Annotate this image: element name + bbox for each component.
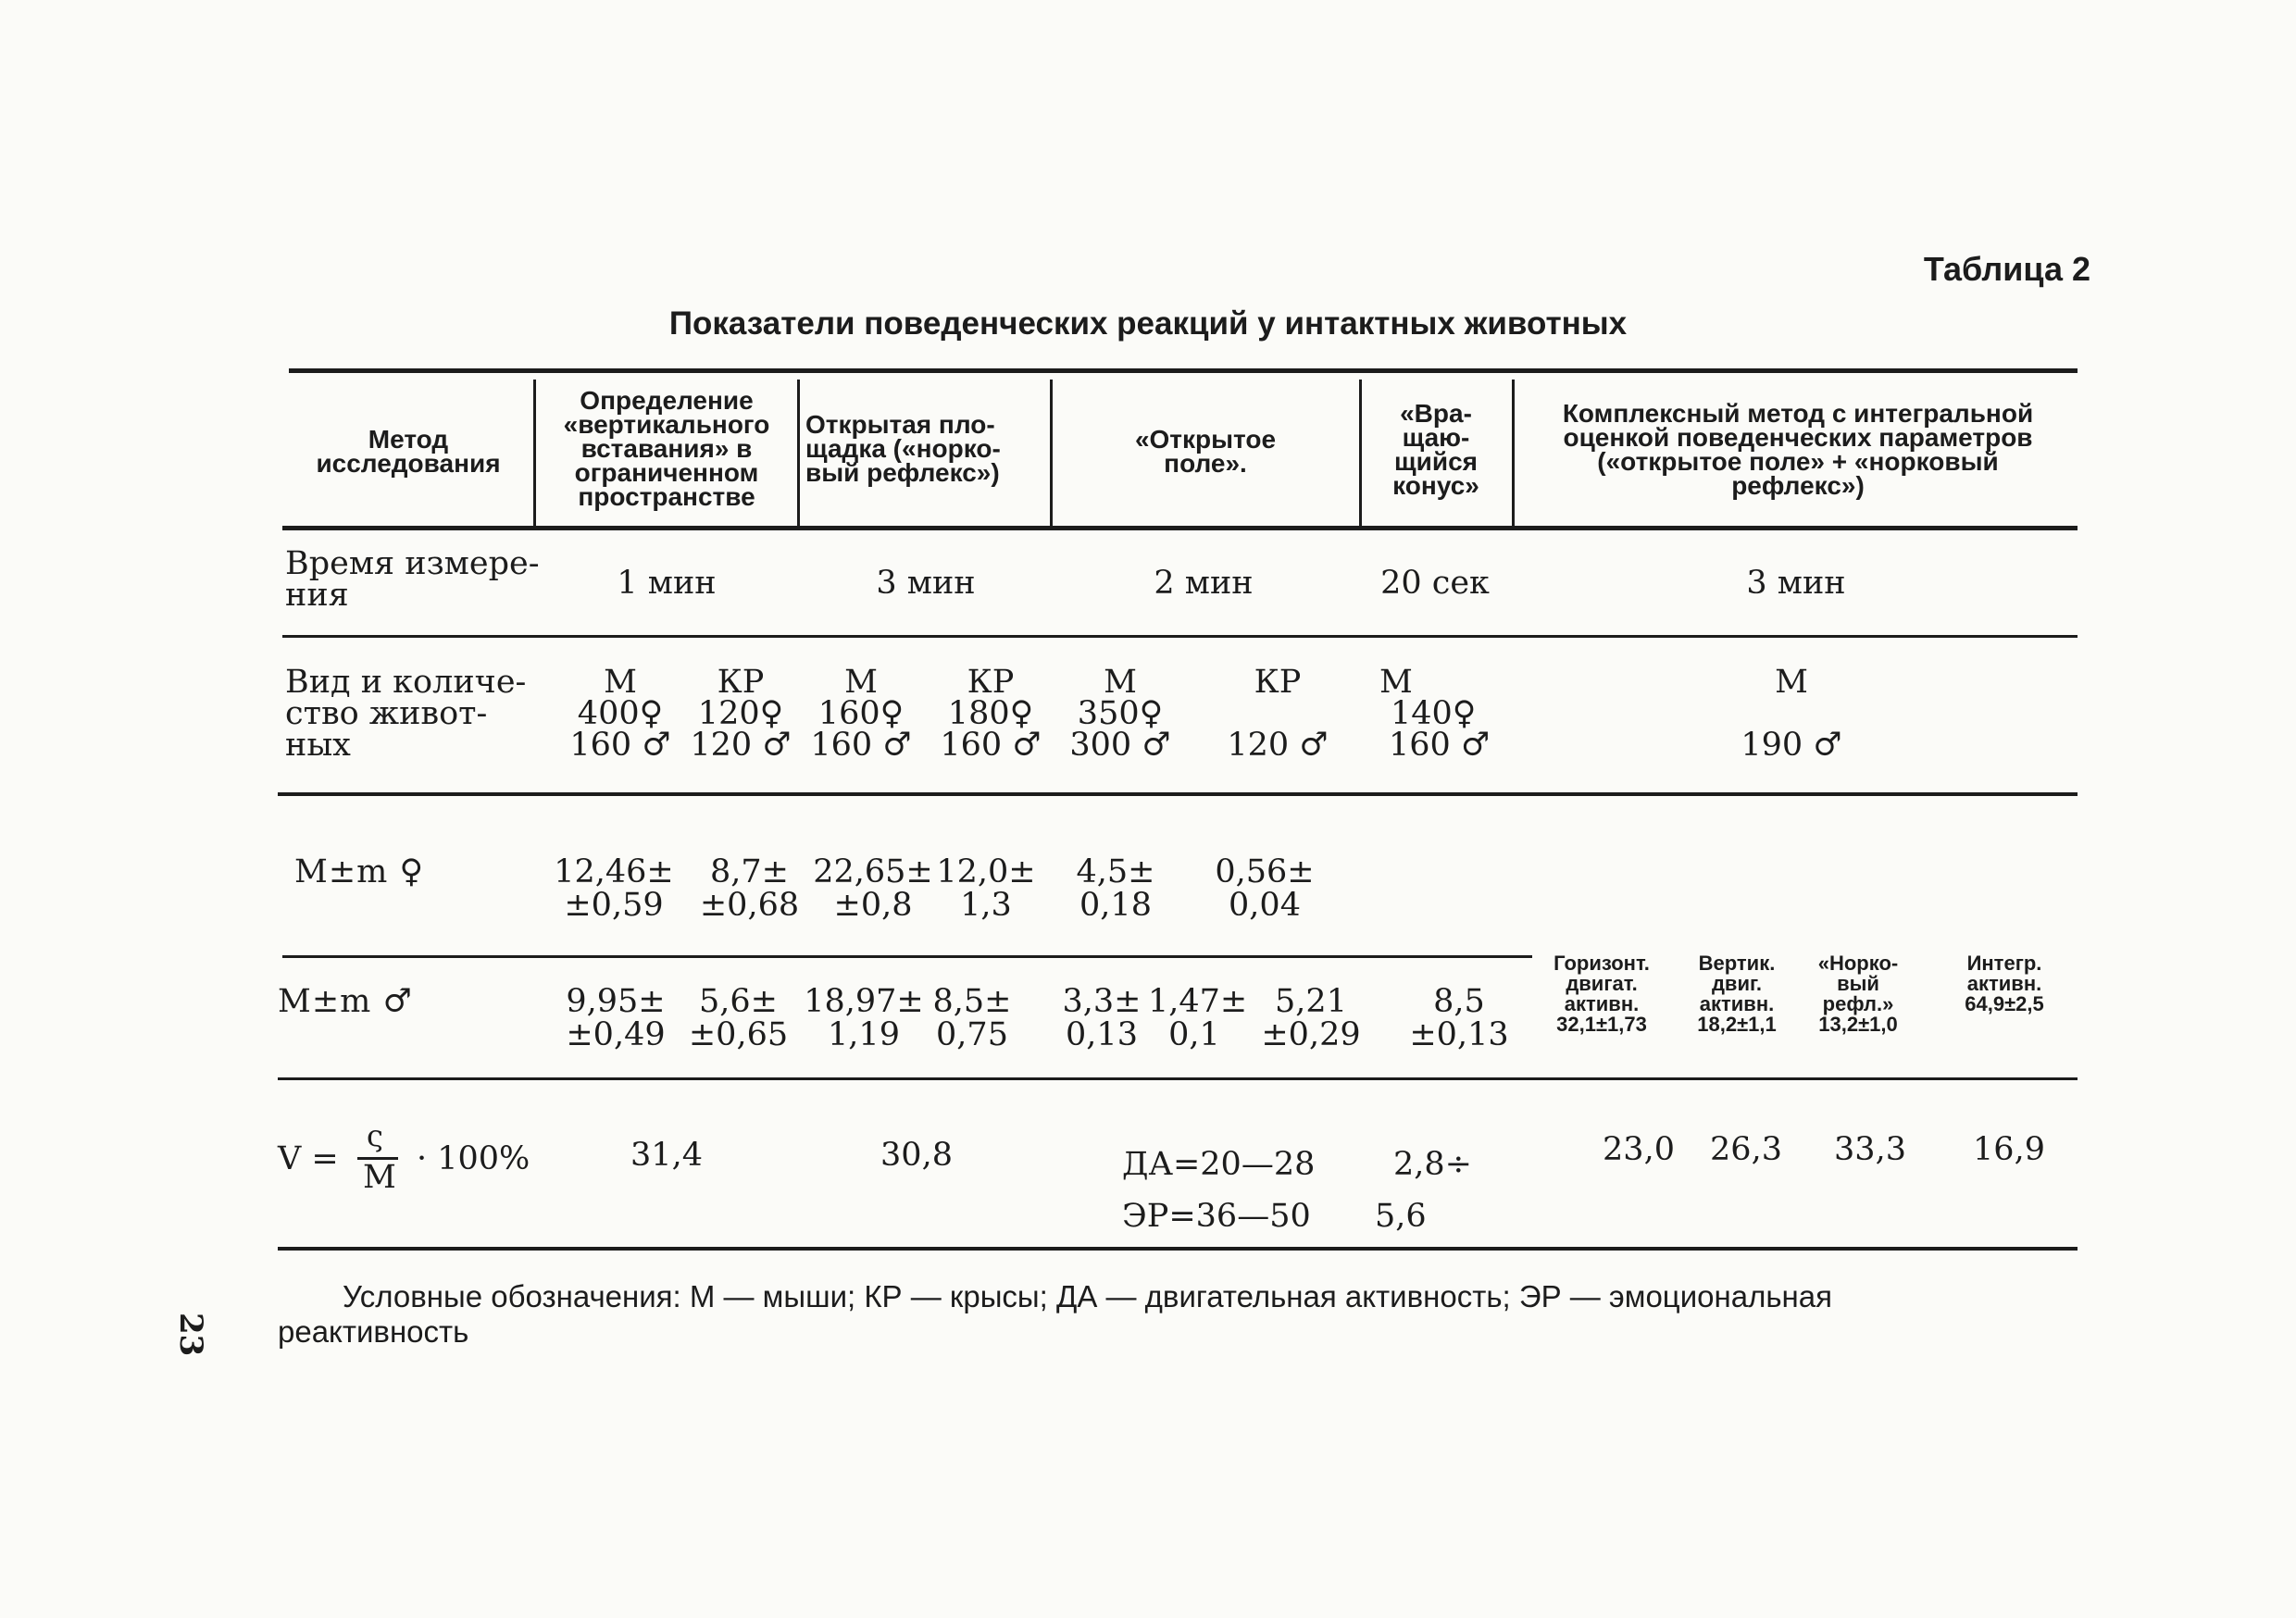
rule-after-animals: [278, 792, 2078, 796]
rule-top: [289, 368, 2078, 373]
time-col4: 20 сек: [1380, 565, 1490, 602]
rule-after-male: [278, 1077, 2078, 1080]
animals-col2-mice: М 160♀ 160 ♂: [810, 664, 912, 764]
time-col5: 3 мин: [1746, 565, 1846, 602]
formula-multiplier: · 100%: [417, 1140, 530, 1177]
male-v7: 5,21 ±0,29: [1261, 983, 1361, 1053]
col-divider-3: [1050, 380, 1053, 526]
v-col2: 30,8: [880, 1137, 953, 1174]
male-v6: 1,47± 0,1: [1148, 983, 1248, 1053]
female-v5: 4,5± 0,18: [1076, 853, 1155, 924]
male-v4: 8,5± 0,75: [932, 983, 1012, 1053]
subheader-integral-activity: Интегр. активн. 64,9±2,5: [1965, 952, 2044, 1015]
header-col5: Комплексный метод с интегральной оценкой поведенческих параметров («открытое поле» + «норковый рефлекс»): [1562, 399, 2034, 500]
row-female-label: M±m ♀: [294, 853, 425, 890]
subheader-vertical-activity: Вертик. двиг. активн. 18,2±1,1: [1697, 952, 1777, 1036]
v-col5-integral: 16,9: [1973, 1131, 2045, 1168]
table-title: Показатели поведенческих реакций у интактных животных: [668, 305, 1628, 342]
page-number: 23: [172, 1313, 209, 1357]
header-col3: «Открытое поле».: [1134, 425, 1277, 478]
male-v1: 9,95± ±0,49: [566, 983, 666, 1053]
rule-header-bottom: [282, 526, 2078, 530]
v-col5-burrow: 33,3: [1834, 1131, 1906, 1168]
male-v8: 8,5 ±0,13: [1409, 983, 1509, 1053]
animals-col1-rats: КР 120♀ 120 ♂: [690, 664, 792, 764]
rule-bottom: [278, 1247, 2078, 1251]
header-col4: «Вра- щаю- щийся конус»: [1392, 399, 1479, 500]
female-v3: 22,65± ±0,8: [813, 853, 933, 924]
header-col2: Открытая пло- щадка («норко- вый рефлекс»): [805, 410, 1001, 487]
header-method: Метод исследования: [316, 425, 501, 478]
v-col3: ДА=20—28 ЭР=36—50: [1122, 1146, 1316, 1235]
row-animals-label: Вид и количе- ство живот- ных: [285, 664, 527, 764]
subheader-horizontal-activity: Горизонт. двигат. активн. 32,1±1,73: [1554, 952, 1650, 1036]
formula-v: V =: [278, 1140, 339, 1177]
female-v1: 12,46± ±0,59: [554, 853, 674, 924]
table-label: Таблица 2: [1923, 250, 2090, 288]
v-col4: 2,8÷ 5,6: [1375, 1146, 1472, 1235]
male-v5: 3,3± 0,13: [1062, 983, 1142, 1053]
header-col1: Определение «вертикального вставания» в ограниченном пространстве: [563, 386, 770, 511]
animals-col1-mice: М 400♀ 160 ♂: [569, 664, 671, 764]
animals-col3-mice: М 350♀ 300 ♂: [1069, 664, 1171, 764]
time-col1: 1 мин: [617, 565, 717, 602]
legend-line-2: реактивность: [278, 1314, 469, 1349]
female-v2: 8,7± ±0,68: [699, 853, 800, 924]
time-col3: 2 мин: [1154, 565, 1254, 602]
rule-after-time: [282, 635, 2078, 638]
animals-col3-rats: КР 120 ♂: [1227, 664, 1329, 764]
rule-after-female: [282, 955, 1532, 958]
time-col2: 3 мин: [876, 565, 976, 602]
male-v3: 18,97± 1,19: [804, 983, 924, 1053]
animals-col2-rats: КР 180♀ 160 ♂: [940, 664, 1042, 764]
v-col5-vertical: 26,3: [1710, 1131, 1782, 1168]
female-v6: 0,56± 0,04: [1215, 853, 1315, 924]
animals-col5: М 190 ♂: [1741, 664, 1842, 764]
subheader-burrow-reflex: «Норко- вый рефл.» 13,2±1,0: [1817, 952, 1899, 1036]
legend-line-1: Условные обозначения: М — мыши; КР — крысы; ДА — двигательная активность; ЭР — эмоциональная: [343, 1279, 1832, 1313]
animals-col4: М 140♀ 160 ♂: [1379, 664, 1491, 764]
row-male-label: M±m ♂: [278, 983, 413, 1020]
v-col1: 31,4: [630, 1137, 703, 1174]
male-v2: 5,6± ±0,65: [688, 983, 789, 1053]
formula-numerator: ς: [367, 1118, 383, 1153]
col-divider-2: [797, 380, 800, 526]
v-col5-horizontal: 23,0: [1603, 1131, 1675, 1168]
col-divider-5: [1512, 380, 1515, 526]
col-divider-4: [1359, 380, 1362, 526]
row-time-label: Время измере- ния: [285, 545, 540, 614]
col-divider-1: [533, 380, 536, 526]
formula-denominator: M: [363, 1159, 396, 1196]
female-v4: 12,0± 1,3: [936, 853, 1036, 924]
